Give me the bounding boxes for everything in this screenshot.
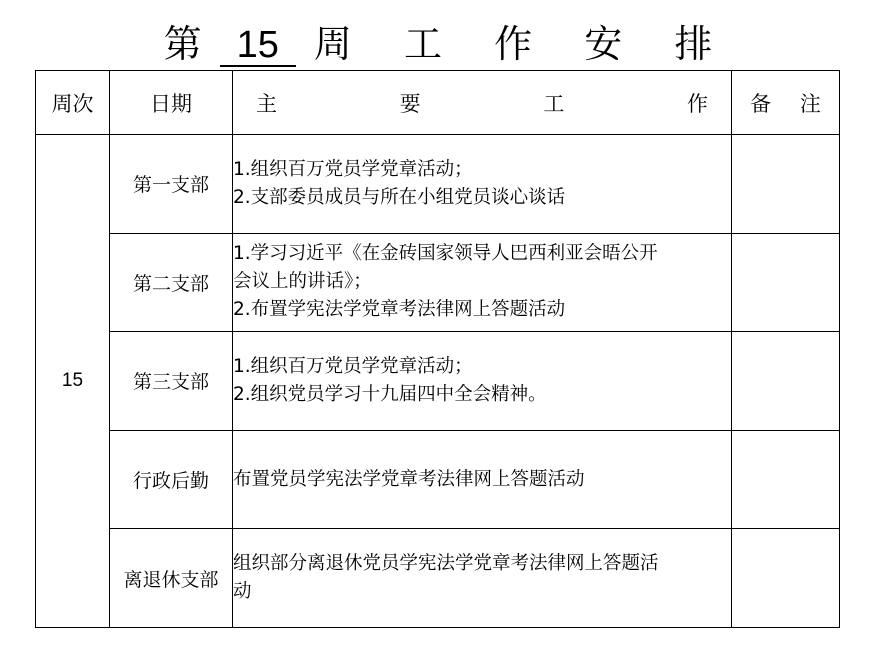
dept-cell: 第二支部	[110, 233, 233, 332]
header-main-char: 作	[687, 91, 709, 116]
header-week: 周次	[36, 71, 110, 135]
header-main-char: 要	[399, 91, 421, 116]
table-row	[36, 529, 840, 628]
work-cell	[233, 233, 732, 332]
table-row	[36, 332, 840, 431]
schedule-table	[35, 70, 840, 628]
dept-cell: 行政后勤	[110, 430, 233, 529]
title-char-4: 安	[584, 22, 623, 66]
work-line: 1.组织百万党员学党章活动；	[233, 158, 473, 180]
work-cell	[233, 430, 732, 529]
header-main-char: 主	[255, 91, 277, 116]
note-cell	[732, 332, 840, 431]
title-char-3: 作	[494, 22, 533, 66]
work-cell	[233, 135, 732, 234]
work-line: 1.学习习近平《在金砖国家领导人巴西利亚会晤公开	[233, 243, 658, 265]
header-main-work	[233, 71, 732, 135]
header-notes	[732, 71, 840, 135]
note-cell	[732, 135, 840, 234]
work-line: 会议上的讲话》；	[233, 271, 372, 293]
work-line: 1.组织百万党员学党章活动；	[233, 355, 473, 377]
work-line: 2.布置学宪法学党章考法律网上答题活动	[233, 299, 566, 321]
note-cell	[732, 529, 840, 628]
dept-cell: 第三支部	[110, 332, 233, 431]
work-cell	[233, 529, 732, 628]
title-char-5: 排	[674, 22, 713, 66]
title-char-2: 工	[403, 22, 442, 66]
work-cell	[233, 332, 732, 431]
work-line: 布置党员学宪法学党章考法律网上答题活动	[233, 468, 585, 490]
work-line: 2.支部委员成员与所在小组党员谈心谈话	[233, 186, 566, 208]
note-cell	[732, 233, 840, 332]
header-row	[36, 71, 840, 135]
note-cell	[732, 430, 840, 529]
header-main-char: 工	[543, 91, 565, 116]
dept-cell: 离退休支部	[110, 529, 233, 628]
table-row	[36, 430, 840, 529]
week-number-cell: 15	[36, 135, 110, 628]
title-prefix: 第	[163, 22, 202, 66]
header-notes-char: 备	[750, 91, 772, 116]
work-line: 动	[233, 581, 252, 603]
work-line: 2.组织党员学习十九届四中全会精神。	[233, 383, 547, 405]
page-title	[0, 18, 876, 70]
header-date: 日期	[110, 71, 233, 135]
dept-cell: 第一支部	[110, 135, 233, 234]
table-row	[36, 233, 840, 332]
header-notes-char: 注	[799, 91, 821, 116]
title-char-1: 周	[313, 22, 352, 66]
table-row	[36, 135, 840, 234]
work-line: 组织部分离退休党员学宪法学党章考法律网上答题活	[233, 553, 659, 575]
title-week-number: 15	[220, 25, 296, 67]
